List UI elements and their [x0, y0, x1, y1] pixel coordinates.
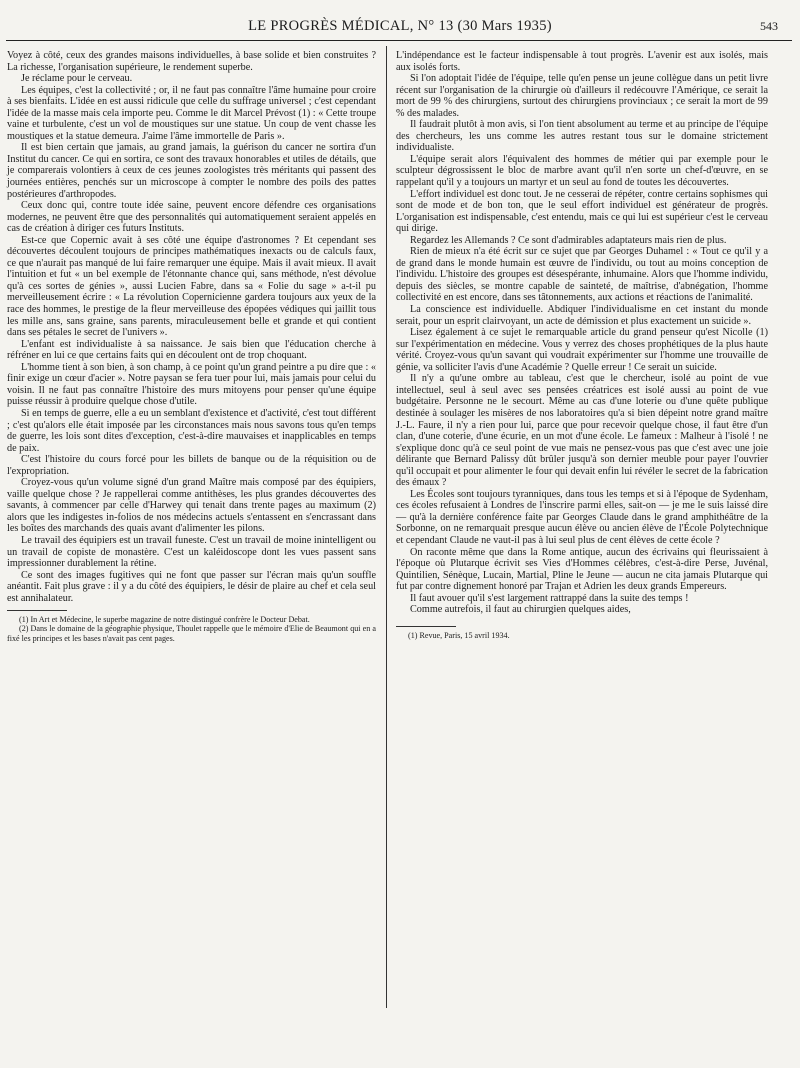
right-column	[396, 50, 768, 640]
paragraph: Ce sont des images fugitives qui ne font que passer sur l'écran mais qu'un souffle anéantit. Fait plus grave : il y a du côté des équipiers, le désir de plaire au chef et cela seul est annihalateur.	[7, 569, 376, 604]
footnote-rule	[7, 610, 67, 611]
paragraph: Lisez également à ce sujet le remarquable article du grand penseur qu'est Nicolle (1) sur l'expérimentation en médecine. Vous y verrez des choses prophétiques de la plus haute vérité. Croyez-vous qu'un savant qui voudrait expérimenter sur l'homme une trouvaille de génie, va solliciter l'avis d'une Académie ? Quelle erreur ! Ce serait un suicide.	[396, 327, 768, 373]
paragraph: La conscience est individuelle. Abdiquer l'individualisme en cet instant du monde serait, pour un esprit clairvoyant, un acte de démission et plus exactement un suicide ».	[396, 304, 768, 327]
paragraph: Il est bien certain que jamais, au grand jamais, la guérison du cancer ne sortira d'un Institut du cancer. Ce qui en sortira, ce sont des travaux honorables et utiles de détails, que je comparerais volontiers à ceux de ces jeunes zoologistes très méritants qui passent des journées entières, penchés sur un microscope à compter le nombre des poils des pattes postérieures d'arthropodes.	[7, 142, 376, 200]
column-divider	[386, 46, 387, 1008]
footnote: (2) Dans le domaine de la géographie physique, Thoulet rappelle que le mémoire d'Elie de Beaumont qui en a fixé les principes et les bases n'avait pas cent pages.	[7, 624, 376, 643]
footnotes	[396, 631, 768, 640]
paragraph: Les équipes, c'est la collectivité ; or, il ne faut pas connaître l'âme humaine pour croire à ses bienfaits. L'idée en est aussi ridicule que celle du suffrage universel ; c'est cependant l'idée de la masse mais cela importe peu. Comme le dit Marcel Prévost (1) : « Cette troupe vaine et turbulente, c'est un vol de moustiques sur une statue. Un coup de vent chasse les moustiques et la statue demeura. J'aime l'âme immortelle de Paris ».	[7, 84, 376, 142]
paragraph: Il n'y a qu'une ombre au tableau, c'est que le chercheur, isolé au point de vue intellectuel, seul à seul avec ses pensées créatrices est isolé aussi au point de vue budgétaire. Personne ne le secourt. Même au cas d'une loterie ou d'une quête publique destinée à soulager les misères de nos laboratoires qu'a si bien dépeint notre grand maître J.-L. Faure, il n'y a rien pour lui, parce que pour recevoir quelque chose, il faut être d'un clan, d'une coterie, d'une écurie, en un mot d'une école. Le fameux : Malheur à l'isolé ! ne s'explique donc qu'à ce seul point de vue mais ne pensez-vous pas que c'est avec une joie délirante que Bernard Palissy dût brûler jusqu'à son dernier meuble pour payer l'ouvrier qu'il occupait et pour alimenter le four qui devait enfin lui révéler le secret de la fabrication des émaux ?	[396, 373, 768, 489]
paragraph: Si l'on adoptait l'idée de l'équipe, telle qu'en pense un jeune collègue dans un petit livre récent sur l'organisation de la chirurgie où d'ailleurs il redécouvre l'Amérique, ce serait la mort de 99 % des chirurgiens, surtout des chirurgiens provinciaux ; ce serait la mort de 99 % des malades.	[396, 73, 768, 119]
paragraph: L'homme tient à son bien, à son champ, à ce point qu'un grand peintre a pu dire que : « finir exige un cœur d'acier ». Notre paysan se fera tuer pour lui, mais jamais pour celui du voisin. Il ne faut pas connaître l'histoire des murs mitoyens pour penser qu'une équipe puisse réussir à produire quelque chose d'utile.	[7, 361, 376, 408]
journal-title: LE PROGRÈS MÉDICAL, N° 13 (30 Mars 1935)	[248, 18, 552, 34]
footnote-rule	[396, 626, 456, 627]
paragraph: C'est l'histoire du cours forcé pour les billets de banque ou de la réquisition ou de l'expropriation.	[7, 454, 376, 477]
footnotes	[7, 615, 376, 643]
paragraph: On raconte même que dans la Rome antique, aucun des écrivains qui fleurissaient à l'époque où Plutarque écrivit ses Vies d'Hommes célèbres, c'est-à-dire Perse, Juvénal, Quintilien, Sénèque, Lucain, Martial, Pline le Jeune — aucun ne cita jamais Plutarque qui fut par contre dignement honoré par Trajan et Adrien les deux grands Empereurs.	[396, 546, 768, 593]
paragraph: Il faut avouer qu'il s'est largement rattrappé dans la suite des temps !	[410, 592, 689, 604]
paragraph: Je réclame pour le cerveau.	[21, 73, 133, 85]
footnote: (1) Revue, Paris, 15 avril 1934.	[408, 630, 510, 640]
paragraph: L'équipe serait alors l'équivalent des hommes de métier qui par exemple pour le sculpteur dégrossissent le bloc de marbre avant qu'il n'en sorte un chef-d'œuvre, en se rappelant qu'il y a toujours un martyr et un seul au fond de toutes les découvertes.	[396, 153, 768, 189]
paragraph: Regardez les Allemands ? Ce sont d'admirables adaptateurs mais rien de plus.	[410, 234, 727, 246]
paragraph: Est-ce que Copernic avait à ses côté une équipe d'astronomes ? Et cependant ses découvertes découlent toujours de principes mathématiques inexacts ou de calculs faux, ce que n'aurait pas manqué de lui faire remarquer une équipe. Mais il avait mieux. Il avait l'intuition et fut « un bel exemple de l'étonnante chance qui, sans méthode, n'est dévolue qu'à ces sortes de génies », aussi Lucien Fabre, dans sa « Folie du sage » a-t-il pu merveilleusement écrire : « La révolution Copernicienne gardera toujours aux yeux de la race des hommes, le prestige de la fleur merveilleuse des épopées védiques qui jaillit tous les mille ans, sans graine, sans parents, miraculeusement belle et grande et qui contient dans ses pétales le secret de l'univers ».	[7, 234, 376, 339]
paragraph: Il faudrait plutôt à mon avis, si l'on tient absolument au terme et au principe de l'équipe des chercheurs, les uns comme les autres restant tous sur le domaine strictement individualiste.	[396, 119, 768, 154]
paragraph: L'enfant est individualiste à sa naissance. Je sais bien que l'éducation cherche à réfréner en lui ce que certains faits qui en découlent ont de trop choquant.	[7, 338, 376, 362]
paragraph: Les Écoles sont toujours tyranniques, dans tous les temps et si à l'époque de Sydenham, ces écoles refusaient à Londres de l'inscrire parmi elles, sait-on — je me le suis laissé dire — qu'à la dernière conférence faite par Georges Claude dans le grand amphithéâtre de la Sorbonne, on ne remarquait presque aucun élève ou ancien élève de l'École Polytechnique et cependant Claude ne vaut-il pas à lui seul plus de cent élèves de cette école ?	[396, 488, 768, 546]
paragraph: Ceux donc qui, contre toute idée saine, peuvent encore défendre ces organisations modernes, ne peuvent être que des personnalités qui automatiquement seraient appelés en cas de création à diriger ces futurs Instituts.	[7, 200, 376, 235]
paragraph: L'effort individuel est donc tout. Je ne cesserai de répéter, contre certains sophismes qui sont de mode et de bon ton, que le seul effort individuel est générateur de progrès. L'organisation est indispensable, c'est entendu, mais ce qui lui est supérieur c'est le cerveau qui dirige.	[396, 188, 768, 235]
paragraph: Croyez-vous qu'un volume signé d'un grand Maître mais composé par des équipiers, vaille quelque chose ? Je rappellerai comme antithèses, les plus grandes découvertes des savants, à commencer par celle d'Harwey qui tenait dans trente pages au maximum (2) alors que les indigestes in-folios de nos médecins actuels s'entassent en s'encrassant dans les boîtes des marchands des quais avant d'alimenter les pilons.	[7, 477, 376, 535]
left-column	[7, 50, 376, 643]
page-number: 543	[760, 19, 778, 33]
page-header	[0, 18, 800, 38]
paragraph: Rien de mieux n'a été écrit sur ce sujet que par Georges Duhamel : « Tout ce qu'il y a de grand dans le monde humain est œuvre de l'individu, ou tout au moins conception de l'individu. L'histoire des groupes est désespérante, inhumaine. Alors que l'homme individu, depuis des siècles, se montre capable de sainteté, de maîtrise, d'abnégation, l'homme collectivité en est encore, dans ses tâtonnements, aux actions et réactions de l'animalité.	[396, 246, 768, 304]
paragraph: Comme autrefois, il faut au chirurgien quelques aides,	[410, 604, 631, 616]
paragraph: Si en temps de guerre, elle a eu un semblant d'existence et d'activité, c'est tout différent ; c'est qu'alors elle était imposée par les circonstances mais nous savons tous qu'en temps de guerre, les lois sont dites d'exception, c'est-à-dire mauvaises et inapplicables en temps de paix.	[7, 407, 376, 454]
paragraph: L'indépendance est le facteur indispensable à tout progrès. L'avenir est aux isolés, mais aux isolés forts.	[396, 50, 768, 73]
paragraph: Le travail des équipiers est un travail funeste. C'est un travail de moine inintelligent ou un travail de copiste de monastère. C'est un kaléidoscope dont les vues passent sans impressionner durablement la rétine.	[7, 534, 376, 570]
paragraph: Voyez à côté, ceux des grandes maisons individuelles, à base solide et bien construites ? La richesse, l'organisation supérieure, le rendement superbe.	[7, 50, 376, 73]
header-rule	[6, 40, 792, 41]
footnote: (1) In Art et Médecine, le superbe magazine de notre distingué confrère le Docteur Debat.	[19, 615, 310, 625]
